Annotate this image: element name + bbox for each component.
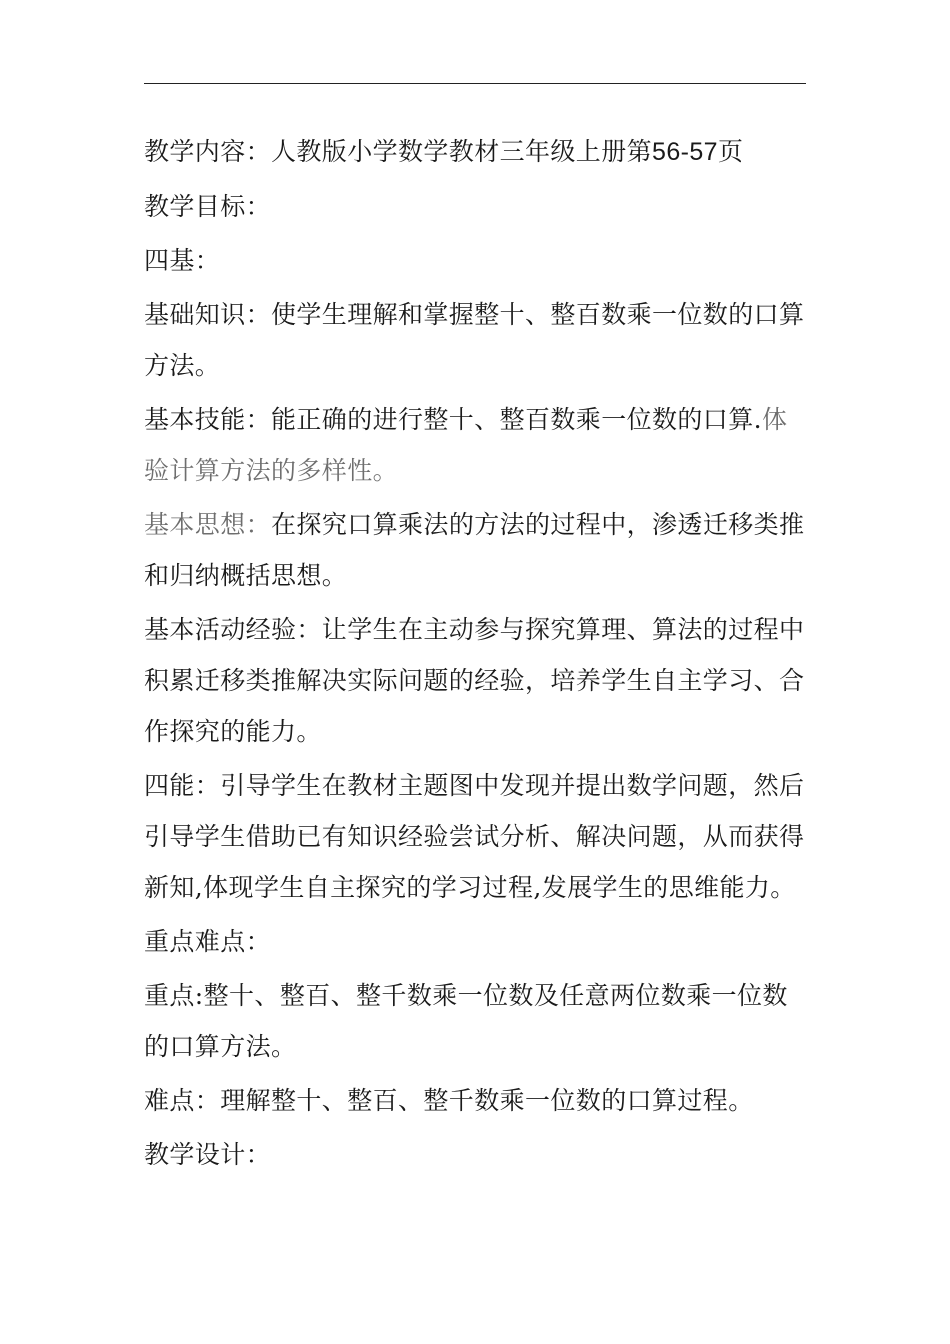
difficulty-paragraph: 难点：理解整十、整百、整千数乘一位数的口算过程。 <box>144 1086 754 1115</box>
basic-knowledge-paragraph: 基础知识：使学生理解和掌握整十、整百数乘一位数的口算方法。 <box>144 300 805 380</box>
basic-thought-paragraph <box>144 499 806 601</box>
four-abilities-paragraph: 四能：引导学生在教材主题图中发现并提出数学问题，然后引导学生借助已有知识经验尝试分析、解决问题，从而获得新知,体现学生自主探究的学习过程,发展学生的思维能力。 <box>144 771 805 902</box>
basic-thought-label: 基本思想： <box>144 510 272 539</box>
teaching-content-line <box>144 126 806 178</box>
key-point-paragraph: 重点:整十、整百、整千数乘一位数及任意两位数乘一位数的口算方法。 <box>144 981 788 1061</box>
basic-thought-text: 在探究口算乘法的方法的过程中，渗透迁移类推和归纳概括思想。 <box>144 510 805 590</box>
teaching-content-suffix: 页 <box>717 137 744 166</box>
teaching-content-text: 教学内容：人教版小学数学教材三年级上册第 <box>144 137 653 166</box>
teaching-design-heading: 教学设计： <box>144 1140 272 1169</box>
key-points-heading: 重点难点： <box>144 927 272 956</box>
activity-experience-paragraph: 基本活动经验：让学生在主动参与探究算理、算法的过程中积累迁移类推解决实际问题的经验，培养学生自主学习、合作探究的能力。 <box>144 615 805 746</box>
basic-skills-paragraph <box>144 394 806 496</box>
teaching-objectives-heading: 教学目标： <box>144 192 272 221</box>
header-rule <box>144 83 806 84</box>
teaching-content-pages: 56-57 <box>652 138 718 166</box>
basic-skills-text: 基本技能：能正确的进行整十、整百数乘一位数的口算. <box>144 405 762 434</box>
document-body <box>144 126 806 1183</box>
four-basics-heading: 四基： <box>144 246 221 275</box>
basic-skills-muted-text: 体验计算方法的多样性。 <box>144 405 788 485</box>
